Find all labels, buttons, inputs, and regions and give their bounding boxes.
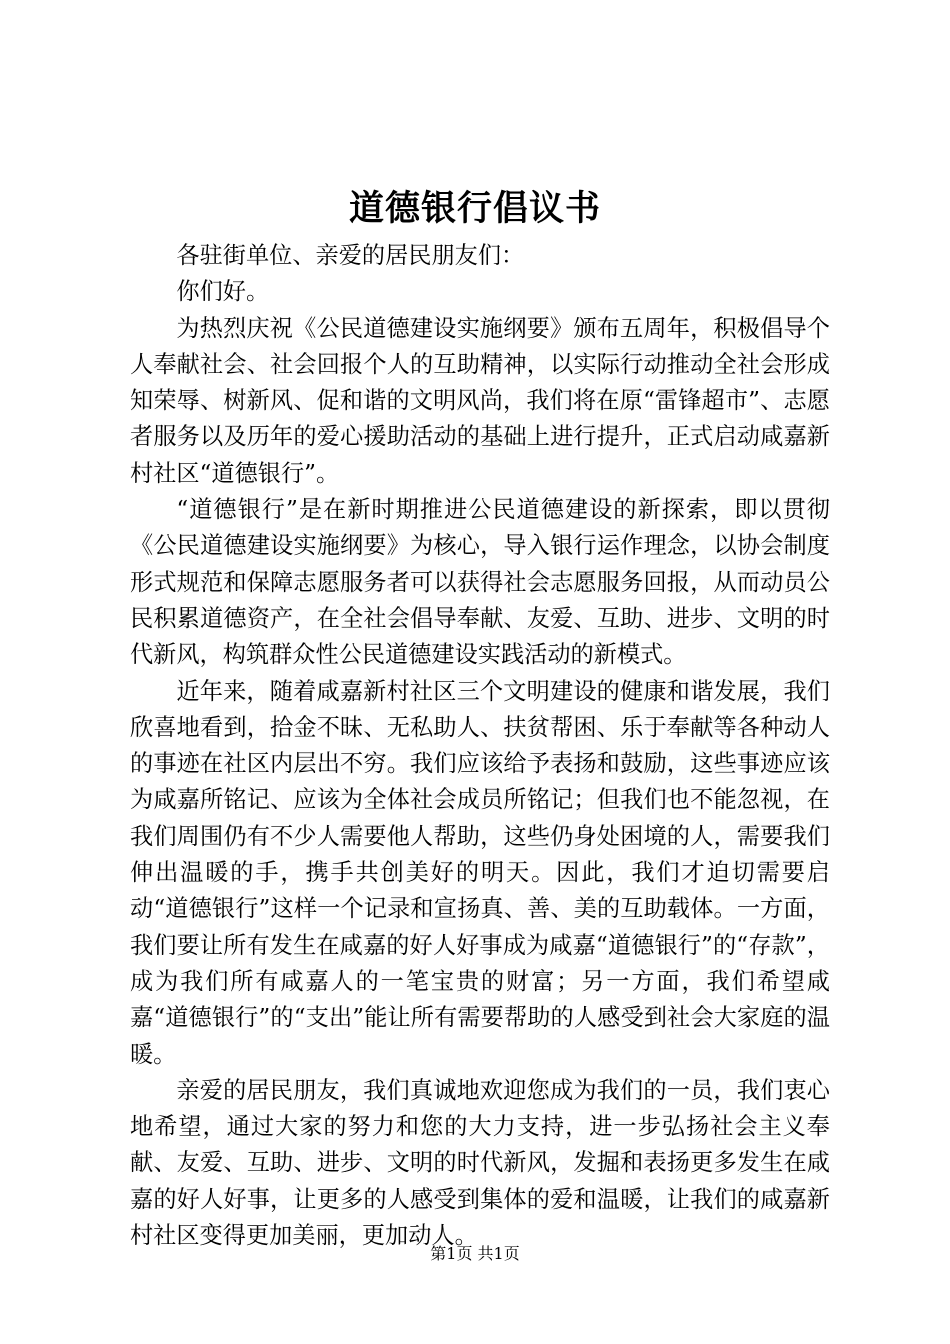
paragraph-3: 近年来，随着咸嘉新村社区三个文明建设的健康和谐发展，我们欣喜地看到，拾金不昧、无私助人、扶贫帮困、乐于奉献等各种动人的事迹在社区内层出不穷。我们应该给予表扬和鼓励，这些事迹应该为咸嘉所铭记、应该为全体社会成员所铭记；但我们也不能忽视，在我们周围仍有不少人需要他人帮助，这些仍身处困境的人，需要我们伸出温暖的手，携手共创美好的明天。因此，我们才迫切需要启动“道德银行”这样一个记录和宣扬真、善、美的互助载体。一方面，我们要让所有发生在咸嘉的好人好事成为咸嘉“道德银行”的“存款”，成为我们所有咸嘉人的一笔宝贵的财富；另一方面，我们希望咸嘉“道德银行”的“支出”能让所有需要帮助的人感受到社会大家庭的温暖。 xyxy=(130,677,830,1068)
paragraph-1: 为热烈庆祝《公民道德建设实施纲要》颁布五周年，积极倡导个人奉献社会、社会回报个人的互助精神，以实际行动推动全社会形成知荣辱、树新风、促和谐的文明风尚，我们将在原“雷锋超市”、志愿者服务以及历年的爱心援助活动的基础上进行提升，正式启动咸嘉新村社区“道德银行”。 xyxy=(130,314,830,487)
document-body xyxy=(130,238,830,1254)
salutation-line: 各驻街单位、亲爱的居民朋友们： xyxy=(176,242,525,269)
document-title: 道德银行倡议书 xyxy=(348,188,601,229)
paragraph-2: “道德银行”是在新时期推进公民道德建设的新探索，即以贯彻《公民道德建设实施纲要》为核心，导入银行运作理念，以协会制度形式规范和保障志愿服务者可以获得社会志愿服务回报，从而动员公民积累道德资产，在全社会倡导奉献、友爱、互助、进步、文明的时代新风，构筑群众性公民道德建设实践活动的新模式。 xyxy=(130,496,830,669)
page-number-footer: 第1页 共1页 xyxy=(430,1244,520,1263)
paragraph-4: 亲爱的居民朋友，我们真诚地欢迎您成为我们的一员，我们衷心地希望，通过大家的努力和您的大力支持，进一步弘扬社会主义奉献、友爱、互助、进步、文明的时代新风，发掘和表扬更多发生在咸嘉的好人好事，让更多的人感受到集体的爱和温暖，让我们的咸嘉新村社区变得更加美丽，更加动人。 xyxy=(130,1076,830,1250)
greeting-line: 你们好。 xyxy=(176,278,270,306)
